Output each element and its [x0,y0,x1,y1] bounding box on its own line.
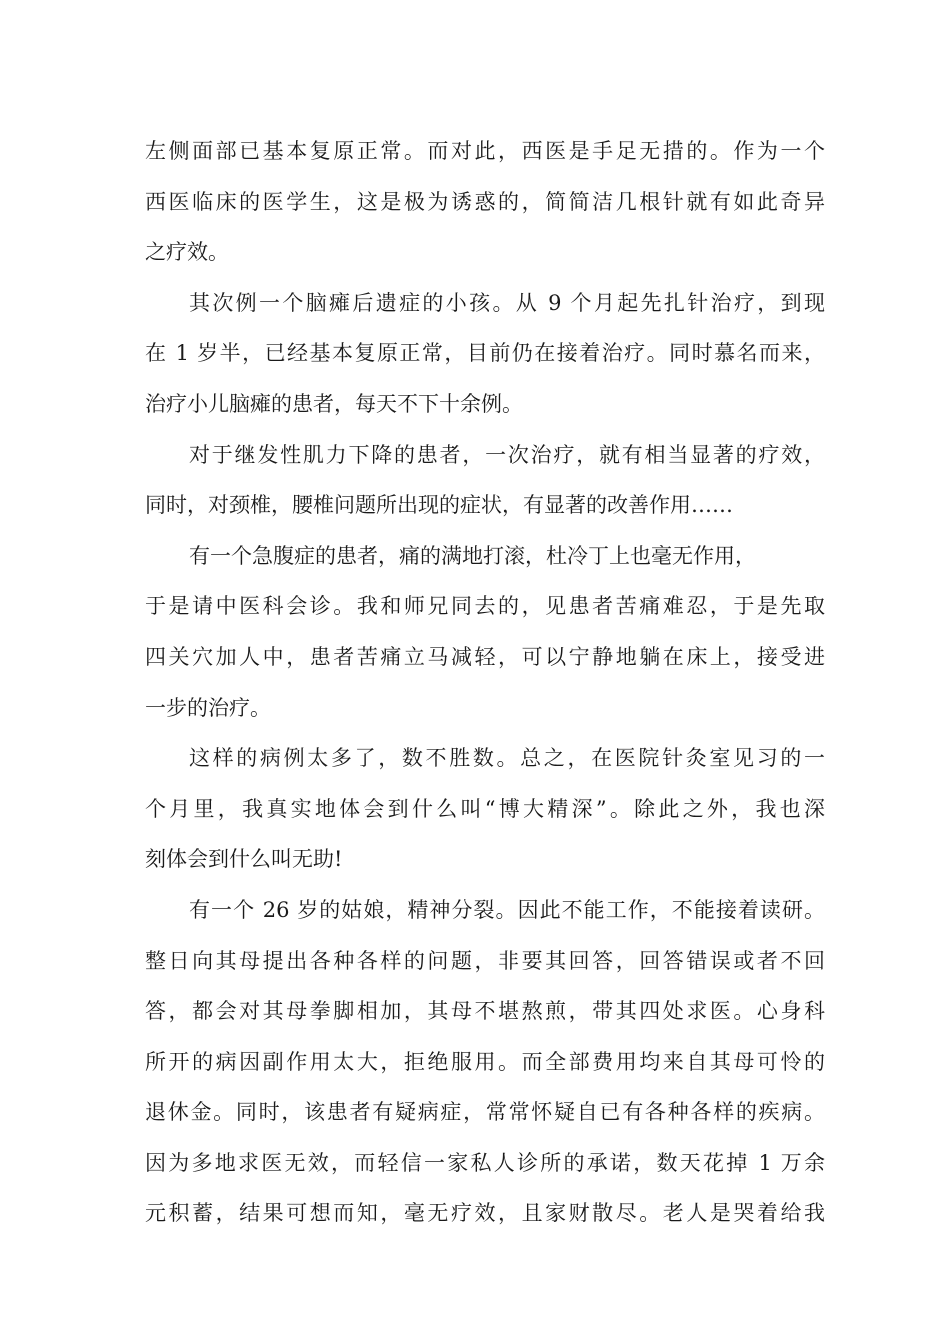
text-line: 整日向其母提出各种各样的问题，非要其回答，回答错误或者不回 [145,948,825,973]
text-line: 答，都会对其母拳脚相加，其母不堪熬煎，带其四处求医。心身科 [145,999,825,1024]
text-line: 一步的治疗。 [145,695,271,720]
text-line: 之疗效。 [145,240,229,265]
text-line: 有一个急腹症的患者，痛的满地打滚，杜冷丁上也毫无作用， [189,543,756,568]
text-line: 这样的病例太多了，数不胜数。总之，在医院针灸室见习的一 [189,746,825,771]
text-line: 元积蓄，结果可想而知，毫无疗效，且家财散尽。老人是哭着给我 [145,1201,825,1226]
text-line: 左侧面部已基本复原正常。而对此，西医是手足无措的。作为一个 [145,139,825,163]
text-line: 西医临床的医学生，这是极为诱惑的，简简洁几根针就有如此奇异 [145,189,825,214]
text-line: 退休金。同时，该患者有疑病症，常常怀疑自已有各种各样的疾病。 [145,1100,825,1125]
text-line: 于是请中医科会诊。我和师兄同去的，见患者苦痛难忍，于是先取 [145,594,825,619]
text-line: 同时，对颈椎，腰椎问题所出现的症状，有显著的改善作用…… [145,493,733,518]
text-line: 所开的病因副作用太大，拒绝服用。而全部费用均来自其母可怜的 [145,1049,825,1074]
text-line: 对于继发性肌力下降的患者，一次治疗，就有相当显著的疗效， [189,442,825,467]
text-line: 四关穴加人中，患者苦痛立马减轻，可以宁静地躺在床上，接受进 [145,644,825,669]
text-line: 因为多地求医无效，而轻信一家私人诊所的承诺，数天花掉 1 万余 [145,1150,825,1175]
text-line: 刻体会到什么叫无助! [145,847,343,872]
text-line: 其次例一个脑瘫后遗症的小孩。从 9 个月起先扎针治疗，到现 [189,290,825,315]
text-line: 治疗小儿脑瘫的患者，每天不下十余例。 [145,391,523,416]
text-line: 个月里，我真实地体会到什么叫“博大精深”。除此之外，我也深 [145,796,825,821]
text-line: 在 1 岁半，已经基本复原正常，目前仍在接着治疗。同时慕名而来， [145,341,825,366]
text-line: 有一个 26 岁的姑娘，精神分裂。因此不能工作，不能接着读研。 [189,897,825,922]
document-body [145,126,825,1239]
